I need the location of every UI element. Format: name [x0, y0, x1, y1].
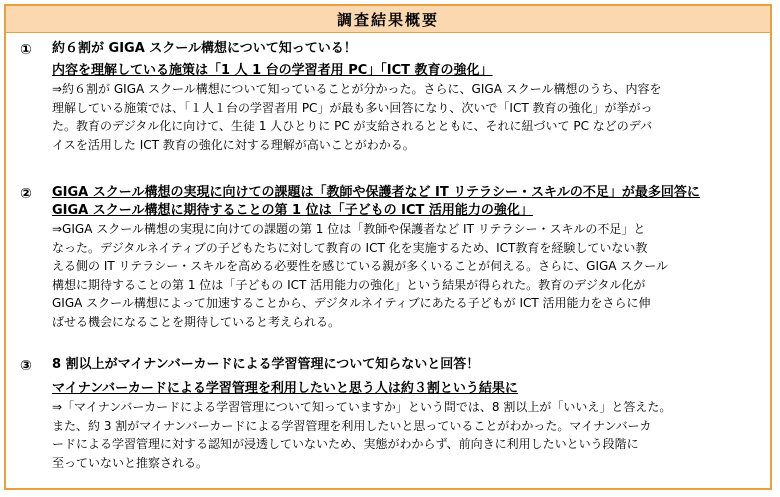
section-body — [52, 220, 760, 331]
section-subheading: GIGA スクール構想に期待することの第 1 位は「子どもの ICT 活用能力の強化」 — [52, 203, 533, 218]
body-line: また、約 3 割がマイナンバーカードによる学習管理を利用したいと思っていることがわかった。マイナンバーカ — [52, 418, 652, 433]
section-heading: GIGA スクール構想の実現に向けての課題は「教師や保護者など IT リテラシー・スキルの不足」が最多回答に — [52, 185, 700, 200]
section-subheading: 内容を理解している施策は「1 人 1 台の学習者用 PC」「ICT 教育の強化」 — [52, 63, 493, 78]
section-body — [52, 80, 760, 154]
section-body — [52, 398, 760, 472]
body-line: ードによる学習管理に対する認知が浸透していないため、実態がわからず、前向きに利用したいという段階に — [52, 437, 639, 451]
body-line: ばせる機会になることを期待していると考えられる。 — [52, 314, 341, 329]
section-number: ② — [20, 186, 32, 202]
body-line: ⇒「マイナンバーカードによる学習管理について知っていますか」という問では、8 割以上が「いいえ」と答えた。 — [52, 400, 672, 414]
body-line: た。教育のデジタル化に向けて、生徒 1 人ひとりに PC が支給されるとともに、それに紐づいて PC などのデバ — [52, 119, 653, 133]
body-line: ⇒GIGA スクール構想の実現に向けての課題の第 1 位は「教師や保護者など IT リテラシー・スキルの不足」と — [52, 222, 646, 236]
section-heading: 約６割が GIGA スクール構想について知っている！ — [52, 41, 357, 56]
page-title: 調査結果概要 — [336, 10, 439, 29]
section-2 — [6, 184, 770, 331]
body-line: イスを活用した ICT 教育の強化に対する理解が高いことがわかる。 — [52, 137, 415, 152]
body-line: 至っていないと推察される。 — [52, 455, 209, 470]
section-number: ③ — [20, 358, 32, 374]
body-line: なった。デジタルネイティブの子どもたちに対して教育の ICT 化を実施するため、ICT教育を経験していない教 — [52, 240, 648, 255]
section-1 — [6, 40, 770, 154]
body-line: ⇒約６割が GIGA スクール構想について知っていることが分かった。さらに、GIGA スクール構想のうち、内容を — [52, 82, 662, 96]
body-line: 理解している施策では、「１人１台の学習者用 PC」が最も多い回答になり、次いで「ICT 教育の強化」が挙がっ — [52, 100, 653, 115]
section-subheading: マイナンバーカードによる学習管理を利用したいと思う人は約３割という結果に — [52, 381, 518, 396]
section-number: ① — [20, 42, 32, 58]
body-line: える側の IT リテラシー・スキルを高める必要性を感じている親が多くいることが伺える。さらに、GIGA スクール — [52, 259, 669, 273]
section-3 — [6, 356, 770, 472]
body-line: 構想に期待することの第 1 位は「子どもの ICT 活用能力の強化」という結果が得られた。教育のデジタル化が — [52, 277, 646, 292]
summary-panel — [4, 4, 772, 490]
body-line: GIGA スクール構想によって加速することから、デジタルネイティブにあたる子どもが ICT 活用能力をさらに伸 — [52, 296, 651, 310]
title-bar — [6, 6, 770, 33]
section-heading: 8 割以上がマイナンバーカードによる学習管理について知らないと回答！ — [52, 357, 480, 372]
